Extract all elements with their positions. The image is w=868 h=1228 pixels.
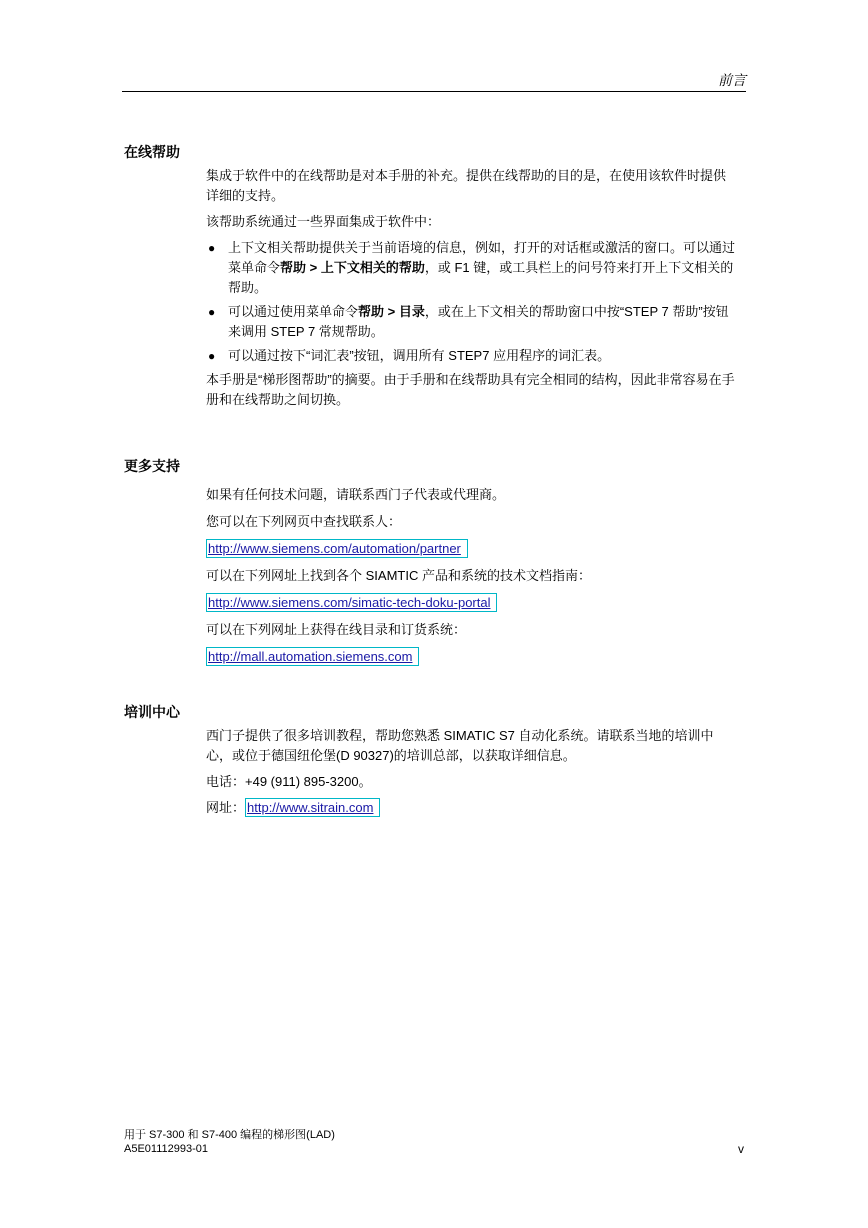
support-find-contact-text: 您可以在下列网页中查找联系人： (206, 514, 402, 529)
footer-manual-title: 用于 S7-300 和 S7-400 编程的梯形图(LAD) (124, 1129, 335, 1141)
training-phone: 电话：+49 (911) 895-3200。 (206, 774, 372, 789)
footer-doc-number: A5E01112993-01 (124, 1143, 208, 1155)
section-heading-more-support: 更多支持 (124, 458, 180, 474)
more-support-body (206, 484, 736, 673)
header-divider (122, 91, 746, 92)
section-heading-online-help: 在线帮助 (124, 144, 180, 160)
bullet1-post: ，或 F1 键，或工具栏上的问号符来打开上下文相关的帮助。 (228, 260, 734, 295)
mall-link[interactable]: http://mall.automation.siemens.com (206, 647, 419, 666)
bullet3-text: 可以通过按下“词汇表”按钮，调用所有 STEP7 应用程序的词汇表。 (228, 348, 611, 363)
online-help-intro: 集成于软件中的在线帮助是对本手册的补充。提供在线帮助的目的是，在使用该软件时提供详细的支持。 (206, 168, 727, 203)
bullet-icon: ● (208, 349, 216, 363)
page-number: v (738, 1142, 744, 1156)
tech-doku-portal-link[interactable]: http://www.siemens.com/simatic-tech-doku-portal (206, 593, 497, 612)
training-web-label: 网址： (206, 800, 246, 815)
bullet2-menu-command: 帮助 > 目录 (358, 304, 425, 319)
bullet-icon: ● (208, 305, 216, 319)
online-help-body (206, 166, 736, 416)
list-item (206, 238, 736, 298)
bullet2-pre: 可以通过使用菜单命令 (228, 304, 359, 319)
page-header-title: 前言 (718, 74, 746, 89)
list-item (206, 302, 736, 342)
sitrain-link[interactable]: http://www.sitrain.com (245, 798, 380, 817)
bullet1-menu-command: 帮助 > 上下文相关的帮助 (280, 260, 425, 275)
bullet-icon: ● (208, 241, 216, 255)
online-help-system-intro: 该帮助系统通过一些界面集成于软件中： (206, 214, 441, 229)
bullet2-post: ，或在上下文相关的帮助窗口中按“STEP 7 帮助”按钮来调用 STEP 7 常规帮助。 (228, 304, 729, 339)
online-help-summary: 本手册是“梯形图帮助”的摘要。由于手册和在线帮助具有完全相同的结构，因此非常容易在手册和在线帮助之间切换。 (206, 372, 735, 407)
bullet1-pre: 上下文相关帮助提供关于当前语境的信息，例如，打开的对话框或激活的窗口。可以通过菜单命令 (228, 240, 736, 275)
online-help-list (206, 238, 736, 366)
support-docs-text: 可以在下列网址上找到各个 SIAMTIC 产品和系统的技术文档指南： (206, 568, 591, 583)
training-body (206, 726, 736, 824)
training-text: 西门子提供了很多培训教程，帮助您熟悉 SIMATIC S7 自动化系统。请联系当地的培训中心，或位于德国纽伦堡(D 90327)的培训总部，以获取详细信息。 (206, 728, 714, 763)
section-heading-training: 培训中心 (124, 704, 180, 720)
support-mall-text: 可以在下列网址上获得在线目录和订货系统： (206, 622, 467, 637)
support-contact-text: 如果有任何技术问题，请联系西门子代表或代理商。 (206, 487, 506, 502)
list-item (206, 346, 736, 366)
partner-link[interactable]: http://www.siemens.com/automation/partner (206, 539, 468, 558)
